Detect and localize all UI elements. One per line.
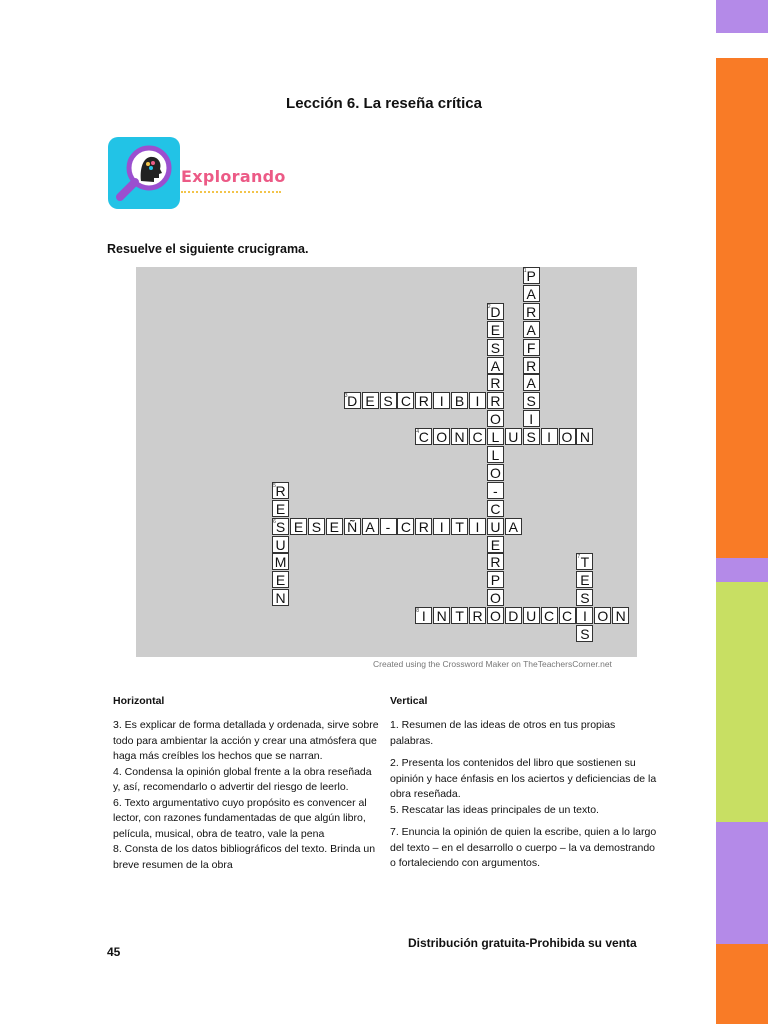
crossword-cell[interactable]: R [415, 518, 432, 535]
crossword-cell[interactable]: N [576, 428, 593, 445]
crossword-credit: Created using the Crossword Maker on TheTeachersCorner.net [373, 659, 612, 669]
color-strip-orange-upper [716, 58, 768, 558]
clue-number: 6 [273, 518, 276, 525]
crossword-cell[interactable]: A [487, 357, 504, 374]
crossword-cell[interactable]: O [594, 607, 611, 624]
crossword-cell[interactable]: S [576, 625, 593, 642]
crossword-cell[interactable]: I [541, 428, 558, 445]
vertical-clue: 2. Presenta los contenidos del libro que sostienen su opinión y hace énfasis en los aciertos y deficiencias de la obra reseñada. [390, 757, 657, 800]
crossword-cell[interactable]: L [487, 428, 504, 445]
color-strip-purple-middle [716, 558, 768, 582]
explorando-logo [108, 137, 284, 209]
crossword-cell[interactable]: S [380, 392, 397, 409]
crossword-cell[interactable]: O [487, 589, 504, 606]
crossword-cell[interactable]: O [487, 464, 504, 481]
crossword-cell[interactable]: E [487, 536, 504, 553]
crossword-cell[interactable]: F [523, 339, 540, 356]
color-strip-purple-lower [716, 822, 768, 944]
clue-number: 8 [416, 608, 420, 615]
crossword-cell[interactable]: E [576, 571, 593, 588]
crossword-cell[interactable]: A [523, 321, 540, 338]
clue-number: 3 [344, 393, 348, 400]
crossword-cell[interactable]: E [326, 518, 343, 535]
crossword-cell[interactable]: T [451, 518, 468, 535]
vertical-clue: 5. Rescatar las ideas principales de un texto. [390, 803, 599, 816]
crossword-cell[interactable]: O [487, 607, 504, 624]
crossword-cell[interactable]: M [272, 553, 289, 570]
page-number: 45 [107, 945, 121, 959]
crossword-cell[interactable]: A [523, 374, 540, 391]
clue-number: 2 [487, 303, 491, 310]
crossword-cell[interactable]: E [487, 321, 504, 338]
crossword-cell[interactable]: S [523, 392, 540, 409]
crossword-cell[interactable]: E [272, 500, 289, 517]
clue-number: 1 [523, 268, 527, 274]
crossword-cell[interactable]: E [272, 571, 289, 588]
magnifier-head-icon [108, 137, 180, 209]
crossword-cell[interactable]: C [397, 392, 414, 409]
crossword-cell[interactable]: N [612, 607, 629, 624]
horizontal-clue: 4. Condensa la opinión global frente a la obra reseñada y, así, recomendarlo o advertir del riesgo de leerlo. [113, 765, 372, 793]
crossword-cell[interactable]: I [523, 410, 540, 427]
horizontal-clue: 6. Texto argumentativo cuyo propósito es convencer al lector, con razones fundamentadas de que algún libro, película, musical, obra de teatro, vale la pena [113, 796, 367, 840]
crossword-cell[interactable]: I [433, 392, 450, 409]
crossword-cell[interactable]: R [487, 553, 504, 570]
crossword-cell[interactable]: - [487, 482, 504, 499]
crossword-cell[interactable]: C [469, 428, 486, 445]
color-strip-orange-lower [716, 944, 768, 1024]
crossword-cell[interactable]: S [576, 589, 593, 606]
crossword-cell[interactable]: L [487, 446, 504, 463]
crossword-cell[interactable]: N [433, 607, 450, 624]
crossword-cell[interactable]: N [272, 589, 289, 606]
crossword-cell[interactable]: D [505, 607, 522, 624]
crossword-cell[interactable]: P [523, 267, 540, 284]
crossword-cell[interactable]: - [380, 518, 397, 535]
crossword-cell[interactable]: I [469, 518, 486, 535]
crossword-cell[interactable]: D [344, 392, 361, 409]
crossword-cell[interactable]: N [451, 428, 468, 445]
crossword-grid [136, 267, 637, 657]
crossword-cell[interactable]: C [541, 607, 558, 624]
crossword-cell[interactable]: I [415, 607, 432, 624]
vertical-clues [390, 718, 660, 872]
crossword-cell[interactable]: E [362, 392, 379, 409]
color-strip-top [716, 0, 768, 33]
crossword-cell[interactable]: S [523, 428, 540, 445]
crossword-cell[interactable]: O [559, 428, 576, 445]
crossword-cell[interactable]: B [451, 392, 468, 409]
crossword-cell[interactable]: C [559, 607, 576, 624]
crossword-cell[interactable]: D [487, 303, 504, 320]
vertical-heading: Vertical [390, 695, 428, 707]
crossword-cell[interactable]: S [308, 518, 325, 535]
instruction-text: Resuelve el siguiente crucigrama. [107, 242, 309, 256]
crossword-cell[interactable]: A [523, 285, 540, 302]
vertical-clue: 7. Enuncia la opinión de quien la escribe, quien a lo largo del texto – en el desarrollo o cuerpo – la va demostrando o fortaleciendo con argumentos. [390, 826, 657, 869]
crossword-cell[interactable]: C [487, 500, 504, 517]
page-title: Lección 6. La reseña crítica [286, 95, 482, 112]
crossword-cell[interactable]: A [505, 518, 522, 535]
crossword-cell[interactable]: E [290, 518, 307, 535]
horizontal-clues [113, 718, 379, 873]
crossword-cell[interactable]: R [415, 392, 432, 409]
crossword-cell[interactable]: O [433, 428, 450, 445]
crossword-cell[interactable]: U [487, 518, 504, 535]
clue-number: 7 [577, 554, 581, 561]
crossword-cell[interactable]: R [487, 374, 504, 391]
clue-number: 4 [416, 429, 420, 436]
crossword-cell[interactable]: I [469, 392, 486, 409]
crossword-cell[interactable]: U [523, 607, 540, 624]
crossword-cell[interactable]: C [397, 518, 414, 535]
crossword-cell[interactable]: O [487, 410, 504, 427]
crossword-cell[interactable]: I [576, 607, 593, 624]
color-strip-green [716, 582, 768, 822]
horizontal-heading: Horizontal [113, 695, 165, 707]
footer-note: Distribución gratuita-Prohibida su venta [408, 936, 637, 950]
horizontal-clue: 8. Consta de los datos bibliográficos del texto. Brinda un breve resumen de la obra [113, 843, 376, 871]
crossword-cell[interactable]: R [487, 392, 504, 409]
crossword-cell[interactable]: R [272, 482, 289, 499]
crossword-cell[interactable]: P [487, 571, 504, 588]
crossword-cell[interactable]: T [451, 607, 468, 624]
logo-underline [181, 191, 281, 193]
crossword-cell[interactable]: S [272, 518, 289, 535]
clue-number: 5 [273, 482, 276, 489]
logo-label: Explorando [181, 167, 286, 186]
crossword-cell[interactable]: U [272, 536, 289, 553]
crossword-cell[interactable]: R [523, 357, 540, 374]
crossword-cell[interactable]: T [576, 553, 593, 570]
crossword-cell[interactable]: C [415, 428, 432, 445]
horizontal-clue: 3. Es explicar de forma detallada y ordenada, sirve sobre todo para ambientar la acción y crear una atmósfera que haga más creíbles los hechos que se narran. [113, 719, 379, 762]
crossword-cell[interactable]: Ñ [344, 518, 361, 535]
crossword-cell[interactable]: R [469, 607, 486, 624]
crossword-cell[interactable]: U [505, 428, 522, 445]
crossword-cell[interactable]: A [362, 518, 379, 535]
vertical-clue: 1. Resumen de las ideas de otros en tus propias palabras. [390, 719, 616, 747]
crossword-cell[interactable]: S [487, 339, 504, 356]
crossword-cell[interactable]: R [523, 303, 540, 320]
crossword-cell[interactable]: I [433, 518, 450, 535]
